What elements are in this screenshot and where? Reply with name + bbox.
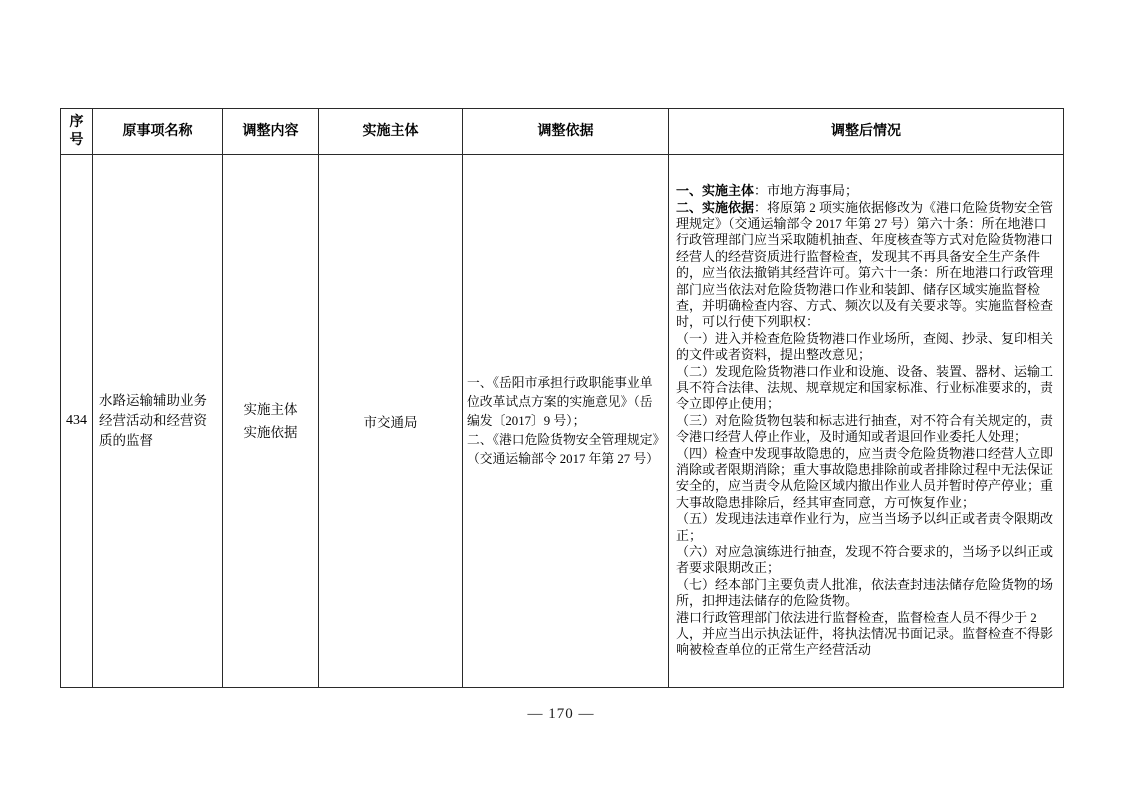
post-adjustment-paragraphs [676,183,1056,659]
adjustment-content-line: 实施依据 [243,425,298,440]
header-adjustment-basis: 调整依据 [463,109,669,155]
post-adjustment-paragraph [676,413,1056,446]
header-serial-number: 序号 [61,109,93,155]
paragraph-text: （一）进入并检查危险货物港口作业场所，查阅、抄录、复印相关的文件或者资料，提出整改意见； [676,330,1054,363]
paragraph-text: （五）发现违法违章作业行为，应当当场予以纠正或者责令限期改正； [676,511,1054,543]
post-adjustment-paragraph [676,183,1056,199]
cell-implementing-body: 市交通局 [319,155,463,688]
paragraph-text: （二）发现危险货物港口作业和设施、设备、装置、器材、运输工具不符合法律、法规、规章规定和国家标准、行业标准要求的，责令立即停止使用； [676,363,1054,412]
paragraph-text: （四）检查中发现事故隐患的，应当责令危险货物港口经营人立即消除或者限期消除；重大事故隐患排除前或者排除过程中无法保证安全的，应当责令从危险区域内撤出作业人员并暂时停产停业；重大事故隐患排除后，经其审查同意，方可恢复作业； [676,445,1054,510]
header-original-item-name: 原事项名称 [93,109,223,155]
basis-list [467,374,664,469]
cell-serial-number: 434 [61,155,93,688]
post-adjustment-paragraph [676,544,1056,577]
basis-item: 一、《岳阳市承担行政职能事业单位改革试点方案的实施意见》（岳编发〔2017〕9 号）； [467,375,653,428]
page-number: — 170 — [527,706,595,722]
adjustment-content-line: 实施主体 [243,402,298,417]
header-post-adjustment-situation: 调整后情况 [669,109,1064,155]
paragraph-text: ：将原第 2 项实施依据修改为《港口危险货物安全管理规定》（交通运输部令 2017 年第 27 号）第六十条：所在地港口行政管理部门应当采取随机抽查、年度核查等方式对危险货物港口经营人的经营资质进行监督检查，发现其不再具备安全生产条件的，应当依法撤销其经营许可。第六十一条：所在地港口行政管理部门应当依法对危险货物港口作业和装卸、储存区域实施监督检查，并明确检查内容、方式、频次以及有关要求等。实施监督检查时，可以行使下列职权： [676,199,1054,330]
adjustment-items-table [60,108,1064,688]
cell-original-item-name: 水路运输辅助业务经营活动和经营资质的监督 [93,155,223,688]
paragraph-text: （七）经本部门主要负责人批准，依法查封违法储存危险货物的场所，扣押违法储存的危险货物。 [676,576,1054,609]
table-header-row [61,109,1064,155]
paragraph-text: （六）对应急演练进行抽查，发现不符合要求的，当场予以纠正或者要求限期改正； [676,544,1054,576]
post-adjustment-paragraph [676,577,1056,610]
header-implementing-body: 实施主体 [319,109,463,155]
cell-adjustment-content [223,155,319,688]
post-adjustment-paragraph [676,200,1056,331]
cell-post-adjustment-situation [669,155,1064,688]
paragraph-text: ：市地方海事局； [754,183,859,199]
table-row [61,155,1064,688]
header-adjustment-content: 调整内容 [223,109,319,155]
post-adjustment-paragraph [676,364,1056,413]
paragraph-text: （三）对危险货物包装和标志进行抽查，对不符合有关规定的，责令港口经营人停止作业，及时通知或者退回作业委托人处理； [676,412,1054,445]
paragraph-text: 港口行政管理部门依法进行监督检查，监督检查人员不得少于 2 人，并应当出示执法证件，将执法情况书面记录。监督检查不得影响被检查单位的正常生产经营活动 [676,609,1054,658]
adjustment-content-lines [224,398,317,444]
post-adjustment-paragraph [676,610,1056,659]
post-adjustment-paragraph [676,446,1056,512]
cell-adjustment-basis [463,155,669,688]
basis-item: 二、《港口危险货物安全管理规定》（交通运输部令 2017 年第 27 号） [467,432,659,466]
post-adjustment-paragraph [676,331,1056,364]
paragraph-bold-label: 一、实施主体 [676,183,755,199]
paragraph-bold-label: 二、实施依据 [676,199,755,215]
post-adjustment-paragraph [676,511,1056,544]
